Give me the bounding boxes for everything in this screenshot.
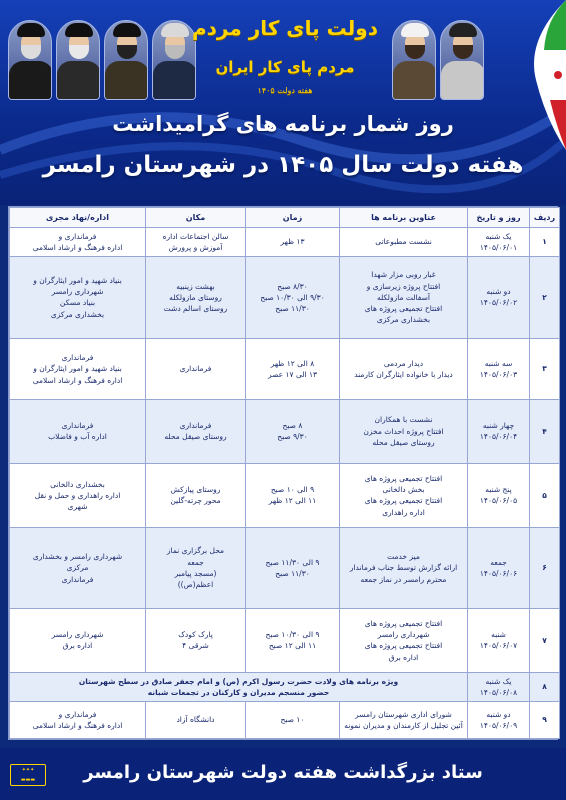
org-cell bbox=[10, 701, 146, 738]
program-cell-line: افتتاح پروژه زیرسازی و bbox=[366, 281, 441, 291]
day-cell-line: ۱۴۰۵/۰۶/۰۴ bbox=[479, 432, 518, 442]
program-cell-line: افتتاح تجمیعی پروژه های bbox=[364, 473, 443, 483]
footer-title: ستاد بزرگداشت هفته دولت شهرستان رامسر bbox=[83, 762, 483, 783]
program-cell-line: دیدار با خانواده ایثارگران کارمند bbox=[354, 369, 453, 379]
org-cell bbox=[10, 339, 146, 399]
program-cell-line: نشست با همکاران bbox=[374, 415, 433, 425]
program-cell-line: نشست مطبوعاتی bbox=[375, 237, 432, 247]
table-row bbox=[10, 673, 560, 702]
day-cell-line: ۱۴۰۵/۰۶/۰۵ bbox=[479, 496, 518, 506]
org-cell-line: فرمانداری bbox=[61, 420, 94, 430]
page-title-line1: روز شمار برنامه های گرامیداشت bbox=[112, 112, 454, 136]
place-cell-line: بهشت زینبیه bbox=[176, 281, 215, 291]
merged-program-cell-line: حضور منسجم مدیران و کارکنان در تجمعات شبانه bbox=[147, 687, 330, 697]
program-cell bbox=[340, 228, 468, 257]
org-cell-line: شهری bbox=[67, 502, 88, 512]
time-cell-line: ۸/۳۰ صبح bbox=[277, 281, 308, 291]
org-cell bbox=[10, 528, 146, 609]
slogan-sub: مردم پای کار ایران bbox=[215, 58, 355, 76]
org-cell-line: بنیاد شهید و امور ایثارگران و bbox=[33, 364, 122, 374]
schedule-table bbox=[9, 207, 560, 739]
time-cell bbox=[246, 608, 340, 672]
org-cell-line: شهرداری رامسر bbox=[51, 287, 104, 297]
time-cell-line: ۹ الی ۱۰ صبح bbox=[270, 485, 315, 495]
day-cell bbox=[468, 673, 530, 702]
time-cell-line: ۹/۳۰ صبح bbox=[277, 432, 308, 442]
time-cell bbox=[246, 701, 340, 738]
org-cell bbox=[10, 256, 146, 339]
program-cell-line: شورای اداری شهرستان رامسر bbox=[355, 709, 452, 719]
portrait-6 bbox=[440, 20, 484, 100]
org-cell bbox=[10, 608, 146, 672]
place-cell-line: روستای مازولکله bbox=[169, 292, 222, 302]
time-cell bbox=[246, 463, 340, 527]
table-row bbox=[10, 339, 560, 399]
place-cell-line: روستای پیازکش bbox=[170, 485, 221, 495]
place-cell-line: پارک کودک bbox=[178, 630, 213, 640]
day-cell-line: ۱۴۰۵/۰۶/۰۹ bbox=[479, 720, 518, 730]
org-cell-line: مرکزی bbox=[66, 563, 89, 573]
program-cell-line: میز خدمت bbox=[387, 552, 420, 562]
program-cell-line: آئین تجلیل از کارمندان و مدیران نمونه bbox=[344, 720, 463, 730]
org-cell-line: فرمانداری bbox=[61, 574, 94, 584]
program-cell bbox=[340, 463, 468, 527]
program-cell-line: بخش دالخانی bbox=[382, 485, 425, 495]
time-cell-line: ۱۱ الی ۱۲ صبح bbox=[268, 641, 317, 651]
week-label: هفته دولت ۱۴۰۵ bbox=[257, 86, 313, 95]
day-cell bbox=[468, 608, 530, 672]
program-cell-line: شهرداری رامسر bbox=[377, 630, 430, 640]
table-header-row bbox=[10, 208, 560, 228]
day-cell-line: پنج شنبه bbox=[485, 485, 512, 495]
program-cell-line: ارائه گزارش توسط جناب فرماندار bbox=[349, 563, 458, 573]
portrait-5 bbox=[392, 20, 436, 100]
org-cell-line: اداره فرهنگ و ارشاد اسلامی bbox=[32, 375, 123, 385]
day-cell bbox=[468, 463, 530, 527]
day-cell-line: ۱۴۰۵/۰۶/۰۱ bbox=[479, 242, 518, 252]
program-cell bbox=[340, 256, 468, 339]
day-cell bbox=[468, 528, 530, 609]
program-cell-line: افتتاح تجمیعی پروژه های bbox=[364, 641, 443, 651]
place-cell bbox=[146, 228, 246, 257]
org-cell-line: بخشداری مرکزی bbox=[50, 309, 105, 319]
program-cell bbox=[340, 528, 468, 609]
day-cell bbox=[468, 339, 530, 399]
place-cell-line: آموزش و پرورش bbox=[168, 242, 223, 252]
portrait-1 bbox=[8, 20, 52, 100]
day-cell-line: ۱۴۰۵/۰۶/۰۸ bbox=[479, 687, 518, 697]
day-cell bbox=[468, 256, 530, 339]
table-row bbox=[10, 256, 560, 339]
organization-logo-icon: ✦✦✦ ▬▬▬ bbox=[10, 764, 46, 786]
header-time: زمان bbox=[246, 208, 340, 228]
program-cell-line: افتتاح تجمیعی پروژه های bbox=[364, 618, 443, 628]
table-row bbox=[10, 463, 560, 527]
program-cell-line: دیدار مردمی bbox=[383, 358, 424, 368]
row-number: ۲ bbox=[530, 256, 560, 339]
program-cell-line: اداره راهداری bbox=[382, 507, 425, 517]
table-row bbox=[10, 399, 560, 463]
program-cell-line: افتتاح پروژه احداث مخزن bbox=[363, 426, 444, 436]
place-cell-line: فرمانداری bbox=[179, 420, 212, 430]
day-cell-line: دو شنبه bbox=[486, 287, 511, 297]
day-cell-line: یک شنبه bbox=[485, 231, 512, 241]
header-place: مکان bbox=[146, 208, 246, 228]
program-cell-line: افتتاح تجمیعی پروژه های bbox=[364, 496, 443, 506]
time-cell-line: ۸ الی ۱۲ ظهر bbox=[270, 358, 315, 368]
table-body bbox=[10, 228, 560, 739]
time-cell-line: ۱۱/۳۰ صبح bbox=[275, 304, 310, 314]
program-cell-line: بخشداری مرکزی bbox=[376, 315, 431, 325]
table-row bbox=[10, 608, 560, 672]
time-cell-line: ۱۱ الی ۱۲ ظهر bbox=[268, 496, 317, 506]
time-cell bbox=[246, 228, 340, 257]
org-cell-line: اداره آب و فاضلاب bbox=[48, 432, 107, 442]
program-cell-line: افتتاح تجمیعی پروژه های bbox=[364, 304, 443, 314]
time-cell bbox=[246, 399, 340, 463]
poster-header bbox=[0, 0, 566, 205]
day-cell-line: ۱۴۰۵/۰۶/۰۲ bbox=[479, 298, 518, 308]
place-cell bbox=[146, 608, 246, 672]
program-cell-line: آسفالت مازولکله bbox=[377, 292, 430, 302]
row-number: ۷ bbox=[530, 608, 560, 672]
org-cell-line: شهرداری رامسر bbox=[51, 630, 104, 640]
org-cell-line: فرمانداری و bbox=[58, 709, 97, 719]
header-org: اداره/نهاد مجری bbox=[10, 208, 146, 228]
org-cell-line: بنیاد شهید و امور ایثارگران و bbox=[33, 275, 122, 285]
table-row bbox=[10, 701, 560, 738]
time-cell-line: ۱۱/۳۰ صبح bbox=[275, 568, 310, 578]
slogan-main: دولت پای کار مردم bbox=[191, 16, 378, 40]
program-cell bbox=[340, 608, 468, 672]
row-number: ۴ bbox=[530, 399, 560, 463]
time-cell-line: ۹ الی ۱۱/۳۰ صبح bbox=[265, 557, 320, 567]
place-cell bbox=[146, 528, 246, 609]
poster-footer bbox=[0, 748, 566, 800]
org-cell-line: شهرداری رامسر و بخشداری bbox=[32, 552, 123, 562]
day-cell-line: ۱۴۰۵/۰۶/۰۷ bbox=[479, 641, 518, 651]
schedule-table-container bbox=[8, 206, 558, 740]
time-cell-line: ۱۰ صبح bbox=[280, 715, 305, 725]
time-cell-line: ۹/۳۰ الی ۱۰/۳۰ صبح bbox=[260, 292, 325, 302]
program-cell bbox=[340, 701, 468, 738]
day-cell-line: شنبه bbox=[491, 630, 506, 640]
org-cell-line: فرمانداری bbox=[61, 353, 94, 363]
day-cell-line: سه شنبه bbox=[484, 358, 513, 368]
org-cell-line: فرمانداری و bbox=[58, 231, 97, 241]
org-cell bbox=[10, 463, 146, 527]
time-cell-line: ۸ صبح bbox=[282, 420, 303, 430]
day-cell bbox=[468, 399, 530, 463]
portrait-2 bbox=[56, 20, 100, 100]
portrait-3 bbox=[104, 20, 148, 100]
place-cell-line: روستای اسالم دشت bbox=[163, 304, 228, 314]
time-cell bbox=[246, 256, 340, 339]
row-number: ۸ bbox=[530, 673, 560, 702]
program-cell-line: محترم رامسر در نماز جمعه bbox=[360, 574, 447, 584]
place-cell-line: (مسجد پیامبر bbox=[174, 568, 217, 578]
table-row bbox=[10, 228, 560, 257]
merged-program-cell-line: ویژه برنامه های ولادت حضرت رسول اکرم (ص) و امام جعفر صادق در سطح شهرستان bbox=[78, 676, 399, 686]
place-cell bbox=[146, 256, 246, 339]
place-cell-line: سالن اجتماعات اداره bbox=[162, 231, 229, 241]
merged-program-cell bbox=[10, 673, 468, 702]
place-cell-line: فرمانداری bbox=[179, 364, 212, 374]
time-cell-line: ۹ الی ۱۰/۳۰ صبح bbox=[265, 630, 320, 640]
time-cell bbox=[246, 339, 340, 399]
time-cell-line: ۱۳ الی ۱۷ عصر bbox=[267, 369, 318, 379]
program-cell-line: روستای صیقل محله bbox=[372, 437, 435, 447]
place-cell bbox=[146, 463, 246, 527]
place-cell-line: محل برگزاری نماز bbox=[166, 546, 225, 556]
day-cell bbox=[468, 701, 530, 738]
place-cell-line: شرقی ۴ bbox=[182, 641, 209, 651]
program-cell bbox=[340, 339, 468, 399]
day-cell-line: دو شنبه bbox=[486, 709, 511, 719]
row-number: ۳ bbox=[530, 339, 560, 399]
org-cell-line: اداره راهداری و حمل و نقل bbox=[34, 490, 121, 500]
time-cell-line: ۱۳ ظهر bbox=[280, 237, 305, 247]
place-cell-line: محور چرته-گلین bbox=[170, 496, 221, 506]
place-cell-line: دانشگاه آزاد bbox=[176, 715, 215, 725]
place-cell bbox=[146, 701, 246, 738]
day-cell-line: چهار شنبه bbox=[482, 420, 515, 430]
org-cell-line: اداره برق bbox=[62, 641, 93, 651]
header-day: روز و تاریخ bbox=[468, 208, 530, 228]
page-title-line2: هفته دولت سال ۱۴۰۵ در شهرستان رامسر bbox=[42, 152, 524, 178]
org-cell bbox=[10, 399, 146, 463]
org-cell-line: اداره فرهنگ و ارشاد اسلامی bbox=[32, 720, 123, 730]
day-cell-line: یک شنبه bbox=[485, 676, 512, 686]
header-program: عناوین برنامه ها bbox=[340, 208, 468, 228]
org-cell-line: بخشداری دالخانی bbox=[50, 479, 105, 489]
row-number: ۶ bbox=[530, 528, 560, 609]
program-cell-line: غبار روبی مزار شهدا bbox=[371, 270, 436, 280]
row-number: ۱ bbox=[530, 228, 560, 257]
table-row bbox=[10, 528, 560, 609]
place-cell bbox=[146, 339, 246, 399]
day-cell-line: ۱۴۰۵/۰۶/۰۶ bbox=[479, 568, 518, 578]
day-cell-line: جمعه bbox=[490, 557, 507, 567]
time-cell bbox=[246, 528, 340, 609]
row-number: ۹ bbox=[530, 701, 560, 738]
day-cell-line: ۱۴۰۵/۰۶/۰۳ bbox=[479, 369, 518, 379]
place-cell bbox=[146, 399, 246, 463]
header-row-number: ردیف bbox=[530, 208, 560, 228]
row-number: ۵ bbox=[530, 463, 560, 527]
program-cell bbox=[340, 399, 468, 463]
org-cell-line: اداره فرهنگ و ارشاد اسلامی bbox=[32, 242, 123, 252]
org-cell-line: بنیاد مسکن bbox=[59, 298, 96, 308]
program-cell-line: اداره برق bbox=[388, 652, 419, 662]
place-cell-line: جمعه bbox=[187, 557, 204, 567]
day-cell bbox=[468, 228, 530, 257]
org-cell bbox=[10, 228, 146, 257]
place-cell-line: روستای صیقل محله bbox=[164, 432, 227, 442]
place-cell-line: اعظم(ص)) bbox=[177, 580, 214, 590]
